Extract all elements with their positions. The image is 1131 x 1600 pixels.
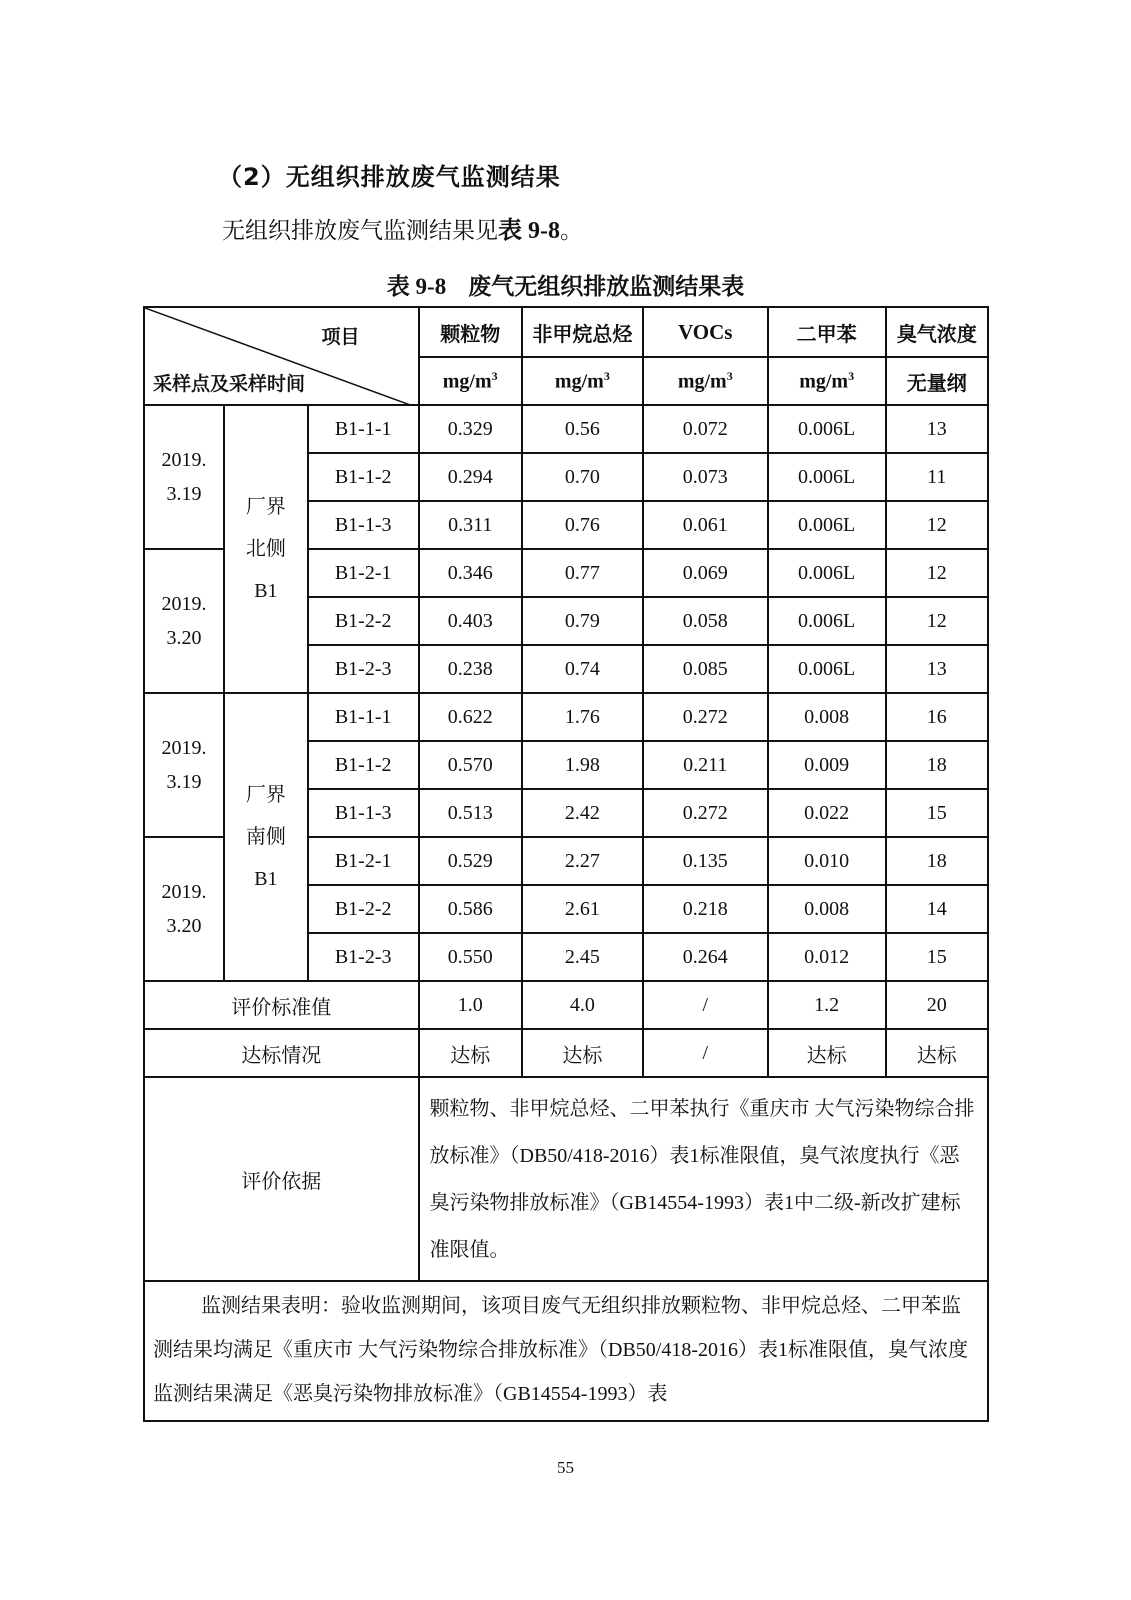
value-cell: 16 <box>886 693 988 741</box>
col-header-name: 非甲烷总烃 <box>522 307 643 357</box>
value-cell: 1.98 <box>522 741 643 789</box>
table-caption-number: 表 9-8 <box>386 274 447 299</box>
col-unit: 无量纲 <box>886 357 988 405</box>
sample-id-cell: B1-2-3 <box>308 645 419 693</box>
value-cell: 0.76 <box>522 501 643 549</box>
value-cell: 0.264 <box>643 933 768 981</box>
value-cell: 0.346 <box>419 549 522 597</box>
value-cell: 0.073 <box>643 453 768 501</box>
value-cell: 0.072 <box>643 405 768 453</box>
sampling-date-cell <box>144 405 224 549</box>
value-cell: 0.085 <box>643 645 768 693</box>
compliance-row-value: 达标 <box>522 1029 643 1077</box>
standard-row-value: 1.2 <box>768 981 886 1029</box>
value-cell: 0.529 <box>419 837 522 885</box>
value-cell: 0.70 <box>522 453 643 501</box>
value-cell: 0.403 <box>419 597 522 645</box>
col-header-name: VOCs <box>643 307 768 357</box>
standard-row-value: 20 <box>886 981 988 1029</box>
sampling-date-line: 3.19 <box>166 483 202 505</box>
value-cell: 0.79 <box>522 597 643 645</box>
value-cell: 0.294 <box>419 453 522 501</box>
sampling-location-line: 厂界 <box>245 784 286 806</box>
value-cell: 0.008 <box>768 885 886 933</box>
table-row <box>144 693 988 741</box>
value-cell: 0.570 <box>419 741 522 789</box>
value-cell: 13 <box>886 645 988 693</box>
sample-id-cell: B1-1-2 <box>308 453 419 501</box>
value-cell: 12 <box>886 501 988 549</box>
table-row <box>144 405 988 453</box>
value-cell: 18 <box>886 741 988 789</box>
header-site-label: 采样点及采样时间 <box>153 373 306 395</box>
page-number: 55 <box>557 1458 574 1477</box>
sample-id-cell: B1-2-3 <box>308 933 419 981</box>
sampling-date-line: 2019. <box>161 737 207 759</box>
value-cell: 0.272 <box>643 789 768 837</box>
value-cell: 0.006L <box>768 549 886 597</box>
sampling-location-line: B1 <box>254 868 278 890</box>
standard-row-label: 评价标准值 <box>144 981 419 1029</box>
value-cell: 0.77 <box>522 549 643 597</box>
sample-id-cell: B1-1-3 <box>308 501 419 549</box>
col-unit: $mg/m^3$ <box>522 357 643 405</box>
conclusion-row <box>144 1281 988 1421</box>
value-cell: 0.006L <box>768 501 886 549</box>
sampling-date-line: 2019. <box>161 593 207 615</box>
sample-id-cell: B1-2-1 <box>308 549 419 597</box>
diagonal-header-cell <box>144 307 419 405</box>
value-cell: 0.513 <box>419 789 522 837</box>
value-cell: 0.586 <box>419 885 522 933</box>
value-cell: 15 <box>886 789 988 837</box>
sample-id-cell: B1-1-2 <box>308 741 419 789</box>
value-cell: 2.42 <box>522 789 643 837</box>
sampling-date-cell <box>144 837 224 981</box>
value-cell: 2.61 <box>522 885 643 933</box>
value-cell: 11 <box>886 453 988 501</box>
basis-text: 颗粒物、非甲烷总烃、二甲苯执行《重庆市 大气污染物综合排放标准》（DB50/418-2016）表1标准限值，臭气浓度执行《恶臭污染物排放标准》（GB14554-1993）表1中二级-新改扩建标准限值。 <box>419 1077 989 1281</box>
sampling-location-line: 厂界 <box>245 496 286 518</box>
value-cell: 0.006L <box>768 597 886 645</box>
value-cell: 0.022 <box>768 789 886 837</box>
col-header-name: 二甲苯 <box>768 307 886 357</box>
value-cell: 0.061 <box>643 501 768 549</box>
col-unit: $mg/m^3$ <box>643 357 768 405</box>
value-cell: 0.135 <box>643 837 768 885</box>
table-caption <box>0 268 1131 301</box>
value-cell: 0.311 <box>419 501 522 549</box>
value-cell: 0.272 <box>643 693 768 741</box>
value-cell: 0.009 <box>768 741 886 789</box>
sample-id-cell: B1-2-2 <box>308 885 419 933</box>
col-header-name: 臭气浓度 <box>886 307 988 357</box>
value-cell: 14 <box>886 885 988 933</box>
value-cell: 0.010 <box>768 837 886 885</box>
intro-paragraph <box>222 210 583 245</box>
table-caption-title: 废气无组织排放监测结果表 <box>468 274 745 300</box>
compliance-row-value: 达标 <box>768 1029 886 1077</box>
value-cell: 0.329 <box>419 405 522 453</box>
value-cell: 0.56 <box>522 405 643 453</box>
sampling-location-line: B1 <box>254 580 278 602</box>
compliance-row-value: / <box>643 1029 768 1077</box>
basis-row <box>144 1077 988 1281</box>
col-header-name: 颗粒物 <box>419 307 522 357</box>
sample-id-cell: B1-2-2 <box>308 597 419 645</box>
header-item-label: 项目 <box>321 326 360 348</box>
value-cell: 0.218 <box>643 885 768 933</box>
value-cell: 0.006L <box>768 645 886 693</box>
section-heading: （2）无组织排放废气监测结果 <box>218 163 561 191</box>
value-cell: 12 <box>886 597 988 645</box>
sampling-date-line: 2019. <box>161 881 207 903</box>
sample-id-cell: B1-1-1 <box>308 405 419 453</box>
basis-label: 评价依据 <box>144 1077 419 1281</box>
sampling-date-line: 3.19 <box>166 771 202 793</box>
value-cell: 13 <box>886 405 988 453</box>
sampling-date-line: 3.20 <box>166 915 202 937</box>
compliance-row <box>144 1029 988 1077</box>
sampling-date-line: 2019. <box>161 449 207 471</box>
col-unit: $mg/m^3$ <box>768 357 886 405</box>
sampling-location-line: 北侧 <box>245 538 286 560</box>
value-cell: 0.006L <box>768 405 886 453</box>
intro-text: 无组织排放废气监测结果见 <box>222 218 498 244</box>
conclusion-text: 监测结果表明：验收监测期间，该项目废气无组织排放颗粒物、非甲烷总烃、二甲苯监测结果均满足《重庆市 大气污染物综合排放标准》（DB50/418-2016）表1标准限值，臭气浓度监测结果满足《恶臭污染物排放标准》（GB14554-1993）表 <box>144 1281 988 1421</box>
header-row-names <box>144 307 988 357</box>
value-cell: 0.008 <box>768 693 886 741</box>
value-cell: 0.622 <box>419 693 522 741</box>
value-cell: 2.45 <box>522 933 643 981</box>
monitoring-results-table <box>143 306 989 1422</box>
value-cell: 1.76 <box>522 693 643 741</box>
compliance-row-label: 达标情况 <box>144 1029 419 1077</box>
sample-id-cell: B1-2-1 <box>308 837 419 885</box>
value-cell: 0.012 <box>768 933 886 981</box>
col-unit: $mg/m^3$ <box>419 357 522 405</box>
standard-row <box>144 981 988 1029</box>
sampling-location-line: 南侧 <box>245 826 286 848</box>
value-cell: 0.550 <box>419 933 522 981</box>
standard-row-value: 4.0 <box>522 981 643 1029</box>
value-cell: 0.058 <box>643 597 768 645</box>
compliance-row-value: 达标 <box>886 1029 988 1077</box>
value-cell: 0.211 <box>643 741 768 789</box>
value-cell: 0.74 <box>522 645 643 693</box>
intro-table-ref: 表 9-8 <box>498 218 560 244</box>
value-cell: 0.069 <box>643 549 768 597</box>
sampling-date-cell <box>144 549 224 693</box>
sampling-location-cell <box>224 405 308 693</box>
sample-id-cell: B1-1-3 <box>308 789 419 837</box>
sampling-location-cell <box>224 693 308 981</box>
value-cell: 15 <box>886 933 988 981</box>
value-cell: 12 <box>886 549 988 597</box>
sample-id-cell: B1-1-1 <box>308 693 419 741</box>
value-cell: 0.006L <box>768 453 886 501</box>
value-cell: 18 <box>886 837 988 885</box>
compliance-row-value: 达标 <box>419 1029 522 1077</box>
standard-row-value: 1.0 <box>419 981 522 1029</box>
value-cell: 2.27 <box>522 837 643 885</box>
sampling-date-line: 3.20 <box>166 627 202 649</box>
intro-end: 。 <box>560 218 583 244</box>
value-cell: 0.238 <box>419 645 522 693</box>
standard-row-value: / <box>643 981 768 1029</box>
sampling-date-cell <box>144 693 224 837</box>
